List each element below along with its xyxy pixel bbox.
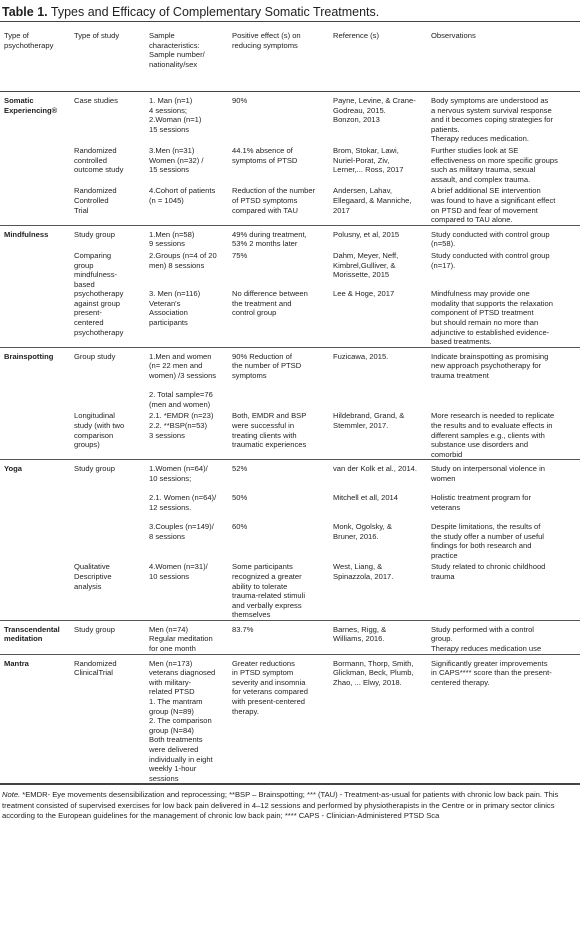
sample-cell: Men (n=74) Regular meditation for one month (145, 620, 228, 654)
effect-cell: 75% No difference between the treatment and control group (232, 250, 308, 318)
reference-cell: Bormann, Thorp, Smith, Glickman, Beck, Plumb, Zhao, ... Elwy, 2018. (329, 654, 427, 784)
observation-cell: Study conducted with control group (n=17). Mindfulness may provide one modality that supports the relaxation component of PTSD treatment but should remain no more than adjunctive to established evidence- based treatments. (431, 250, 553, 347)
study-type-cell: Study group (70, 460, 145, 560)
empty-cell (0, 249, 70, 347)
empty-cell (0, 560, 70, 620)
header-type-of-psychotherapy: Type of psychotherapy (0, 22, 70, 92)
header-observations: Observations (427, 22, 580, 92)
sample-cell: Men (n=173) veterans diagnosed with military- related PTSD 1. The mantram group (N=89) 2. The comparison group (N=84) Both treatments were delivered individually in eight weekly 1-hour sessions (145, 654, 228, 784)
effect-cell: Greater reductions in PTSD symptom severity and insomnia for veterans compared with present-centered therapy. (228, 654, 329, 784)
psychotherapy-type-cell: Yoga (0, 460, 70, 560)
sample-cell: 2.1. *EMDR (n=23) 2.2. **BSP(n=53) 3 sessions (149, 411, 214, 440)
table-row (0, 654, 580, 784)
table-row (0, 249, 580, 347)
psychotherapy-type-cell: Mindfulness (0, 225, 70, 249)
reference-cell: Polusny, et al, 2015 (329, 225, 427, 249)
sample-cell: 1.Men (n=58) 9 sessions (145, 225, 228, 249)
treatments-table (0, 21, 580, 784)
psychotherapy-type-cell: Mantra (0, 654, 70, 784)
reference-cell: Payne, Levine, & Crane- Godreau, 2015. Bonzon, 2013 (329, 92, 427, 144)
study-type-cell: Comparing group mindfulness- based psychotherapy against group present- centered psychotherapy (74, 250, 124, 337)
effect-cell: Some participants recognized a greater ability to tolerate trauma-related stimuli and verbally express themselves (232, 562, 306, 620)
psychotherapy-type-cell: Somatic Experiencing® (0, 92, 70, 144)
sample-cell: 4.Cohort of patients (n = 1045) (149, 186, 216, 205)
header-references: Reference (s) (329, 22, 427, 92)
table-row (0, 560, 580, 620)
table-row (0, 620, 580, 654)
study-type-cell: Qualitative Descriptive analysis (74, 562, 112, 591)
effect-cell: 52% 50% 60% (228, 460, 329, 560)
reference-cell: West, Liang, & Spinazzola, 2017. (333, 562, 394, 581)
study-type-cell: Group study (70, 347, 145, 409)
observation-cell: More research is needed to replicate the results and to evaluate effects in different samples e.g., clients with substance use disorders and comorbid (431, 411, 555, 459)
table-row (0, 92, 580, 144)
table-row (0, 460, 580, 560)
empty-cell (0, 409, 70, 459)
table-title-text: Types and Efficacy of Complementary Somatic Treatments. (47, 5, 380, 19)
sample-cell: 4.Women (n=31)/ 10 sessions (149, 562, 208, 581)
sample-cell: 2.Groups (n=4 of 20 men) 8 sessions 3. Men (n=116) Veteran's Association participants (149, 250, 217, 328)
observation-cell: Significantly greater improvements in CAPS**** score than the present- centered therapy. (427, 654, 580, 784)
study-type-cell: Randomized ClinicalTrial (70, 654, 145, 784)
effect-cell: 44.1% absence of symptoms of PTSD (232, 145, 298, 165)
table-body (0, 92, 580, 784)
table-title (0, 0, 580, 21)
effect-cell: Both, EMDR and BSP were successful in treating clients with traumatic experiences (232, 411, 307, 450)
psychotherapy-type-cell: Transcendental meditation (0, 620, 70, 654)
study-type-cell: Randomized controlled outcome study (74, 145, 124, 175)
empty-cell (0, 184, 70, 225)
observation-cell: Indicate brainspotting as promising new approach psychotherapy for trauma treatment (427, 347, 580, 409)
observation-cell: Study on interpersonal violence in women Holistic treatment program for veterans Despite limitations, the results of the study offer a number of useful findings for both research and practice (427, 460, 580, 560)
table-row (0, 225, 580, 249)
table-row (0, 409, 580, 459)
effect-cell: 83.7% (228, 620, 329, 654)
table-row (0, 144, 580, 184)
study-type-cell: Study group (70, 620, 145, 654)
observation-cell: Further studies look at SE effectiveness on more specific groups such as military trauma, sexual assault, and complex trauma. (431, 145, 558, 184)
study-type-cell: Randomized Controlled Trial (74, 186, 117, 215)
sample-cell: 1. Man (n=1) 4 sessions; 2.Woman (n=1) 15 sessions (145, 92, 228, 144)
reference-cell: van der Kolk et al., 2014. Mitchell et all, 2014 Monk, Ogolsky, & Bruner, 2016. (329, 460, 427, 560)
psychotherapy-type-cell: Brainspotting (0, 347, 70, 409)
reference-cell: Fuzicawa, 2015. (329, 347, 427, 409)
observation-cell: Study performed with a control group. Therapy reduces medication use (427, 620, 580, 654)
table-title-label: Table 1. (2, 5, 48, 19)
header-row (0, 22, 580, 92)
effect-cell: Reduction of the number of PTSD symptoms compared with TAU (232, 186, 316, 215)
study-type-cell: Study group (70, 225, 145, 249)
study-type-cell: Case studies (70, 92, 145, 144)
empty-cell (0, 144, 70, 184)
note-text: *EMDR- Eye movements desensibilization and reprocessing; **BSP – Brainspotting; *** (TAU) - Treatment-as-usual for patients with chronic low back pain. This treatment consisted of supervised exercises for low back pain delivered in 4–12 sessions and performed by physiotherapists in the Centre or in primary sector clinics according to the European guidelines for the management of chronic low back pain; **** CAPS - Clinician-Administered PTSD Sca (2, 790, 559, 821)
header-type-of-study: Type of study (70, 22, 145, 92)
observation-cell: A brief additional SE intervention was found to have a significant effect on PTSD and fear of movement compared to TAU alone. (431, 186, 556, 225)
sample-cell: 1.Men and women (n= 22 men and women) /3 sessions 2. Total sample=76 (men and women) (145, 347, 228, 409)
table-note (0, 784, 580, 821)
observation-cell: Study conducted with control group (n=58). (427, 225, 580, 249)
header-positive-effect: Positive effect (s) on reducing symptoms (228, 22, 329, 92)
effect-cell: 49% during treatment, 53% 2 months later (228, 225, 329, 249)
study-type-cell: Longitudinal study (with two comparison groups) (74, 411, 125, 450)
header-sample-characteristics: Sample characteristics: Sample number/ nationality/sex (145, 22, 228, 92)
reference-cell: Hildebrand, Grand, & Stemmler, 2017. (333, 411, 405, 430)
table-row (0, 184, 580, 225)
effect-cell: 90% (228, 92, 329, 144)
effect-cell: 90% Reduction of the number of PTSD symptoms (228, 347, 329, 409)
reference-cell: Barnes, Rigg, & Williams, 2016. (329, 620, 427, 654)
observation-cell: Body symptoms are understood as a nervous system survival response and it becomes coping strategies for patients. Therapy reduces medication. (427, 92, 580, 144)
sample-cell: 3.Men (n=31) Women (n=32) / 15 sessions (149, 145, 204, 175)
note-label: Note. (2, 790, 21, 800)
table-row (0, 347, 580, 409)
sample-cell: 1.Women (n=64)/ 10 sessions; 2.1. Women (n=64)/ 12 sessions. 3.Couples (n=149)/ 8 sessions (145, 460, 228, 560)
reference-cell: Brom, Stokar, Lawi, Nuriel-Porat, Ziv, Lerner,... Ross, 2017 (333, 145, 404, 175)
observation-cell: Study related to chronic childhood trauma (431, 562, 546, 581)
reference-cell: Andersen, Lahav, Ellegaard, & Manniche, 2017 (333, 186, 412, 215)
reference-cell: Dahm, Meyer, Neff, Kimbrel,Gulliver, & Morissette, 2015 Lee & Hoge, 2017 (333, 250, 399, 299)
